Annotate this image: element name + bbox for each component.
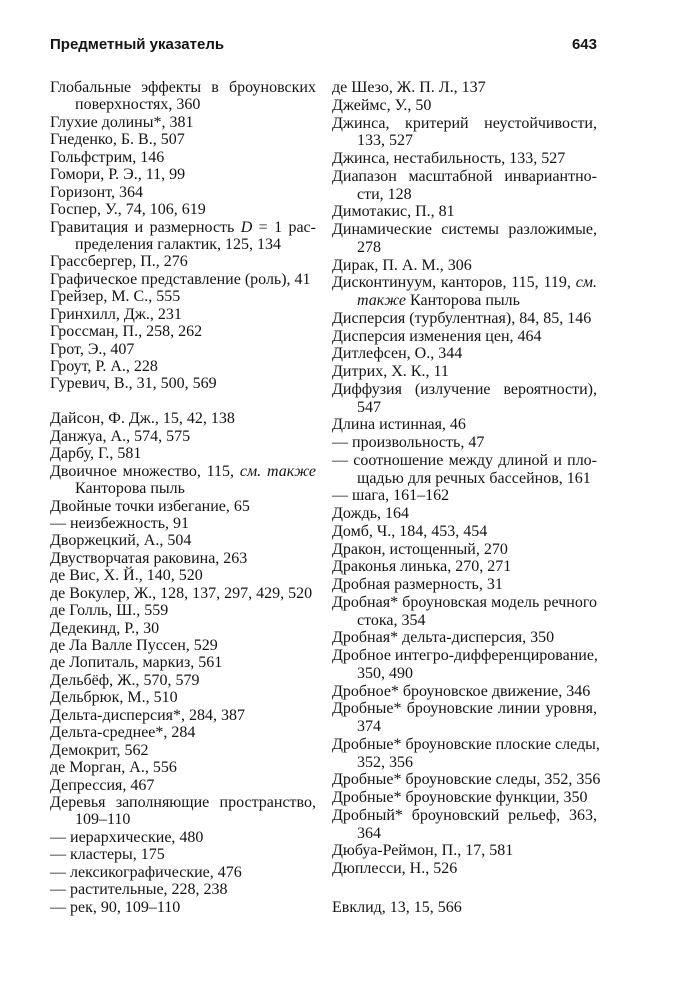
index-entry (332, 683, 597, 701)
entry-line: Дисперсия (турбулентная), 84, 85, 146 (332, 309, 592, 327)
index-entry (50, 759, 316, 776)
entry-line: Дробное интегро-дифференцирование, (332, 647, 598, 664)
entry-line: Дробные* броуновские линии уровня, (332, 700, 597, 718)
index-entry (332, 860, 597, 878)
entry-line: де Вис, Х. Й., 140, 520 (50, 567, 203, 585)
index-entry (332, 328, 597, 346)
index-entry (50, 358, 316, 375)
index-entry (332, 576, 597, 594)
index-entry (50, 375, 316, 392)
entry-line: Дельта-дисперсия*, 284, 387 (50, 706, 245, 724)
page-number: 643 (571, 36, 597, 53)
entry-line: щадью для речных бассейнов, 161 (357, 469, 591, 487)
index-entry (50, 149, 316, 166)
index-entry (332, 700, 597, 736)
letter-group (332, 899, 597, 917)
entry-line: — соотношение между длиной и пло- (332, 451, 597, 469)
letter-group (332, 79, 601, 878)
entry-line: де Лопиталь, маркиз, 561 (50, 654, 223, 672)
index-entry (50, 306, 316, 323)
index-entry (50, 567, 316, 584)
section-title: Предметный указатель (50, 36, 225, 53)
entry-line: Дробная размерность, 31 (332, 576, 503, 593)
entry-line: Дробные* броуновские плоские следы, (332, 735, 600, 753)
entry-line: де Морган, А., 556 (50, 759, 177, 777)
index-entry (50, 201, 316, 218)
entry-line: де Вокулер, Ж., 128, 137, 297, 429, 520 (50, 584, 313, 602)
entry-line: Дюбуа-Реймон, П., 17, 581 (332, 842, 514, 860)
entry-line: стока, 354 (357, 611, 426, 629)
entry-line: Гроут, Р. А., 228 (50, 358, 158, 375)
entry-line: Гуревич, В., 31, 500, 569 (50, 375, 217, 393)
index-entry (50, 829, 316, 846)
index-entry (50, 654, 316, 671)
entry-line: Гомори, Р. Э., 11, 99 (50, 166, 186, 184)
index-entry (50, 881, 316, 898)
index-entry (332, 79, 597, 97)
index-entry (332, 735, 600, 772)
index-entry (332, 452, 597, 488)
index-entry (332, 807, 597, 843)
index-entry (332, 416, 597, 434)
index-entry (332, 647, 597, 683)
entry-line: — рек, 90, 109–110 (50, 898, 181, 916)
entry-line: — растительные, 228, 238 (50, 881, 228, 899)
left-column (50, 79, 316, 916)
italic-text: также (357, 292, 407, 309)
entry-line: Двустворчатая раковина, 263 (50, 549, 248, 567)
index-entry (332, 434, 597, 452)
entry-line: Гроссман, П., 258, 262 (50, 323, 203, 341)
index-entry (50, 131, 316, 148)
index-entry (50, 672, 316, 689)
index-entry (50, 864, 316, 881)
entry-line: Графическое представление (роль), 41 (50, 270, 311, 288)
index-entry (332, 203, 597, 221)
index-entry (332, 523, 597, 541)
index-entry (50, 585, 316, 602)
entry-line: Дробная* броуновская модель речного (332, 593, 597, 611)
index-entry (332, 771, 601, 789)
entry-line: Димотакис, П., 81 (332, 203, 455, 221)
entry-line: Гольфстрим, 146 (50, 148, 165, 166)
index-entry (50, 742, 316, 759)
index-entry (332, 257, 597, 275)
entry-line: Джинса, нестабильность, 133, 527 (332, 150, 566, 167)
index-entry (50, 288, 316, 305)
entry-text: Гравитация и размерность (50, 218, 241, 236)
entry-line (50, 219, 316, 236)
entry-line: — лексикографические, 476 (50, 863, 242, 881)
italic-text: см. также (239, 462, 316, 480)
index-entry (50, 532, 316, 549)
entry-line: Гнеденко, Б. В., 507 (50, 131, 185, 149)
entry-line: Дайсон, Ф. Дж., 15, 42, 138 (50, 410, 235, 428)
running-header (50, 36, 597, 54)
entry-line: Дракон, истощенный, 270 (332, 540, 508, 558)
letter-group (50, 79, 316, 393)
entry-line: Дельбрюк, М., 510 (50, 689, 178, 707)
entry-line (332, 292, 597, 310)
entry-line: Дождь, 164 (332, 505, 410, 522)
entry-line: Дробное* броуновское движение, 346 (332, 682, 591, 700)
entry-line: — кластеры, 175 (50, 846, 165, 864)
entry-line: Двойные точки избегание, 65 (50, 497, 250, 515)
index-entry (50, 463, 316, 498)
index-entry (332, 310, 597, 328)
index-entry (50, 846, 316, 863)
index-entry (50, 323, 316, 340)
entry-line: Глобальные эффекты в броуновских (50, 79, 316, 96)
entry-line: 374 (357, 718, 381, 735)
entry-line: Грейзер, М. С., 555 (50, 288, 181, 306)
entry-line: Канторова пыль (75, 480, 185, 498)
entry-line: Длина истинная, 46 (332, 416, 466, 434)
entry-line: Грот, Э., 407 (50, 340, 135, 358)
entry-line: де Ла Валле Пуссен, 529 (50, 637, 218, 654)
entry-line: 133, 527 (357, 132, 413, 150)
entry-line: Гринхилл, Дж., 231 (50, 305, 182, 323)
entry-text: Двоичное множество, 115, (50, 462, 240, 480)
index-entry (50, 620, 316, 637)
index-entry (50, 184, 316, 201)
entry-line: Глухие долины*, 381 (50, 113, 194, 131)
index-entry (332, 274, 597, 310)
entry-line: Дробные* броуновские следы, 352, 356 (332, 771, 601, 789)
entry-line: 352, 356 (357, 753, 413, 771)
entry-line (332, 274, 597, 292)
entry-line: 364 (357, 824, 381, 842)
entry-line: Горизонт, 364 (50, 183, 143, 201)
entry-line: Дедекинд, Р., 30 (50, 619, 160, 637)
entry-line: Госпер, У., 74, 106, 619 (50, 201, 206, 219)
entry-line: Евклид, 13, 15, 566 (332, 898, 462, 916)
entry-line: Дисперсия изменения цен, 464 (332, 327, 542, 345)
entry-line: Дитрих, Х. К., 11 (332, 363, 449, 380)
entry-line: — неизбежность, 91 (50, 514, 189, 532)
entry-line: Диффузия (излучение вероятности), (332, 380, 597, 398)
entry-line: Дюплесси, Н., 526 (332, 860, 458, 877)
entry-line: Дельта-среднее*, 284 (50, 724, 196, 742)
entry-line: Дельбёф, Ж., 570, 579 (50, 671, 200, 689)
entry-line: Данжуа, А., 574, 575 (50, 427, 191, 445)
index-entry (50, 253, 316, 270)
entry-line: Грассбергер, П., 276 (50, 253, 188, 271)
entry-line: — произвольность, 47 (332, 434, 485, 451)
index-entry (332, 594, 597, 630)
entry-line: пределения галактик, 125, 134 (75, 235, 282, 253)
entry-line: Деревья заполняющие пространство, (50, 793, 316, 811)
entry-line: Дитлефсен, О., 344 (332, 345, 463, 363)
entry-line (50, 463, 316, 480)
entry-text: Дисконтинуум, канторов, 115, 119, (332, 274, 576, 292)
index-entry (332, 899, 597, 917)
index-entry (332, 221, 597, 257)
index-entry (332, 789, 597, 807)
index-entry (50, 114, 316, 131)
index-entry (50, 899, 316, 916)
index-entry (50, 550, 316, 567)
index-entry (50, 219, 316, 254)
index-entry (50, 777, 316, 794)
entry-text: = 1 рас- (252, 218, 316, 236)
entry-line: 278 (357, 238, 381, 256)
index-entry (50, 166, 316, 183)
index-entry (50, 271, 316, 288)
index-entry (50, 410, 316, 427)
index-entry (332, 541, 597, 559)
entry-line: Дворжецкий, А., 504 (50, 532, 192, 550)
index-entry (50, 602, 316, 619)
entry-line: Дирак, П. А. М., 306 (332, 256, 472, 274)
index-entry (50, 428, 316, 445)
entry-line: Депрессия, 467 (50, 776, 155, 794)
letter-group (50, 410, 316, 916)
index-entry (332, 487, 597, 505)
entry-line: Диапазон масштабной инвариантно- (332, 167, 597, 185)
index-entry (332, 505, 597, 523)
index-entry (50, 724, 316, 741)
right-column (332, 79, 601, 917)
index-entry (332, 842, 597, 860)
index-entry (50, 498, 316, 515)
index-entry (50, 445, 316, 462)
entry-line: Дробные* броуновские функции, 350 (332, 789, 588, 806)
entry-line: поверхностях, 360 (75, 96, 201, 114)
index-entry (332, 363, 597, 381)
entry-line: 547 (357, 398, 381, 416)
entry-line: Драконья линька, 270, 271 (332, 558, 512, 576)
index-entry (50, 341, 316, 358)
index-entry (50, 794, 316, 829)
entry-text: Канторова пыль (406, 292, 520, 309)
entry-line: Джеймс, У., 50 (332, 96, 432, 114)
index-entry (50, 689, 316, 706)
entry-line: де Голль, Ш., 559 (50, 602, 169, 620)
entry-line: Дробная* дельта-дисперсия, 350 (332, 629, 555, 647)
entry-line: Джинса, критерий неустойчивости, (332, 114, 597, 132)
index-entry (50, 515, 316, 532)
index-entry (332, 629, 597, 647)
entry-line: де Шезо, Ж. П. Л., 137 (332, 79, 486, 96)
index-entry (332, 115, 597, 151)
entry-line: 109–110 (75, 811, 131, 829)
index-entry (50, 79, 316, 114)
index-entry (332, 558, 597, 576)
index-entry (50, 707, 316, 724)
entry-line: 350, 490 (357, 664, 413, 682)
entry-line: — иерархические, 480 (50, 828, 204, 846)
index-entry (332, 150, 597, 168)
index-entry (332, 97, 597, 115)
entry-line: Домб, Ч., 184, 453, 454 (332, 522, 488, 540)
entry-line: — шага, 161–162 (332, 487, 450, 505)
entry-line: сти, 128 (357, 185, 412, 203)
index-entry (332, 381, 597, 417)
italic-text: D (240, 218, 253, 236)
italic-text: см. (575, 274, 597, 292)
entry-line: Демокрит, 562 (50, 741, 149, 759)
index-entry (332, 168, 597, 204)
index-entry (332, 345, 597, 363)
index-entry (50, 637, 316, 654)
entry-line: Дробный* броуновский рельеф, 363, (332, 806, 597, 824)
entry-line: Динамические системы разложимые, (332, 221, 597, 238)
entry-line: Дарбу, Г., 581 (50, 445, 142, 463)
